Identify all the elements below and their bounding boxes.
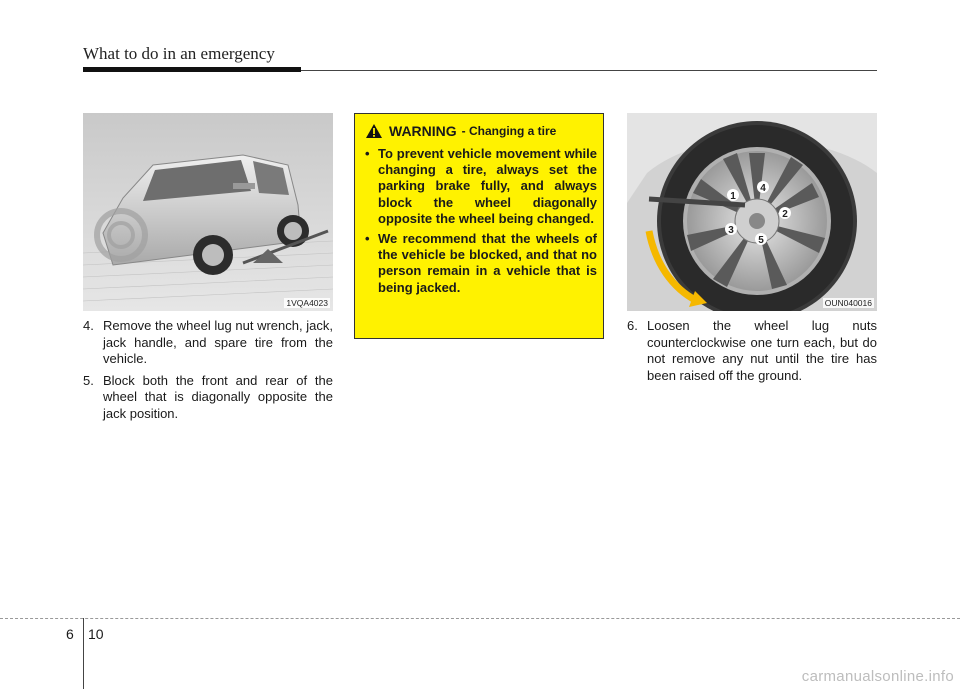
list-item bbox=[83, 373, 333, 423]
figure-car-jack bbox=[83, 113, 333, 311]
lug-nut-label-5: 5 bbox=[758, 235, 764, 246]
header-rule-thin bbox=[301, 70, 877, 71]
figure-code: 1VQA4023 bbox=[286, 298, 328, 308]
figure-wheel-lug-nuts bbox=[627, 113, 877, 311]
steps-left bbox=[83, 318, 333, 427]
step-text: Block both the front and rear of the wheel that is diagonally opposite the jack position. bbox=[103, 372, 333, 421]
step-number: 5. bbox=[83, 372, 94, 388]
warning-header bbox=[365, 123, 556, 139]
section-title: What to do in an emergency bbox=[83, 44, 275, 63]
watermark: carmanualsonline.info bbox=[801, 668, 954, 685]
step-number: 6. bbox=[627, 318, 638, 333]
step-text: Loosen the wheel lug nuts counterclockwise one turn each, but do not remove any nut until the tire has been raised off the ground. bbox=[647, 318, 877, 383]
lug-nut-label-2: 2 bbox=[782, 209, 788, 220]
wheel-illustration bbox=[627, 113, 877, 311]
list-item bbox=[627, 318, 877, 384]
warning-title: WARNING bbox=[389, 123, 457, 139]
bullet-icon: • bbox=[365, 146, 370, 161]
warning-list bbox=[365, 146, 597, 300]
header-rule-thick bbox=[83, 67, 301, 72]
warning-item-text: To prevent vehicle movement while changing a tire, always set the parking brake fully, and always block the wheel diagonally opposite the wheel being changed. bbox=[378, 146, 597, 226]
warning-triangle-icon bbox=[365, 123, 383, 139]
warning-item-text: We recommend that the wheels of the vehicle be blocked, and that no person remain in a vehicle that is being jacked. bbox=[378, 231, 597, 295]
warning-box bbox=[354, 113, 604, 339]
bullet-icon: • bbox=[365, 231, 370, 247]
lug-nut-label-1: 1 bbox=[730, 191, 736, 202]
lug-nut-label-3: 3 bbox=[728, 225, 734, 236]
lug-nut-label-4: 4 bbox=[760, 183, 766, 194]
chapter-number: 6 bbox=[66, 626, 74, 642]
figure-code: OUN040016 bbox=[824, 298, 872, 308]
step-text: Remove the wheel lug nut wrench, jack, jack handle, and spare tire from the vehicle. bbox=[103, 318, 333, 366]
steps-right bbox=[627, 318, 877, 389]
list-item bbox=[83, 318, 333, 368]
page-number: 10 bbox=[88, 626, 104, 642]
car-jack-illustration bbox=[83, 113, 333, 311]
step-number: 4. bbox=[83, 318, 94, 333]
list-item bbox=[365, 231, 597, 296]
footer-vertical-rule bbox=[83, 618, 84, 689]
warning-subtitle: - Changing a tire bbox=[461, 124, 557, 138]
list-item bbox=[365, 146, 597, 227]
footer-divider bbox=[0, 618, 960, 619]
